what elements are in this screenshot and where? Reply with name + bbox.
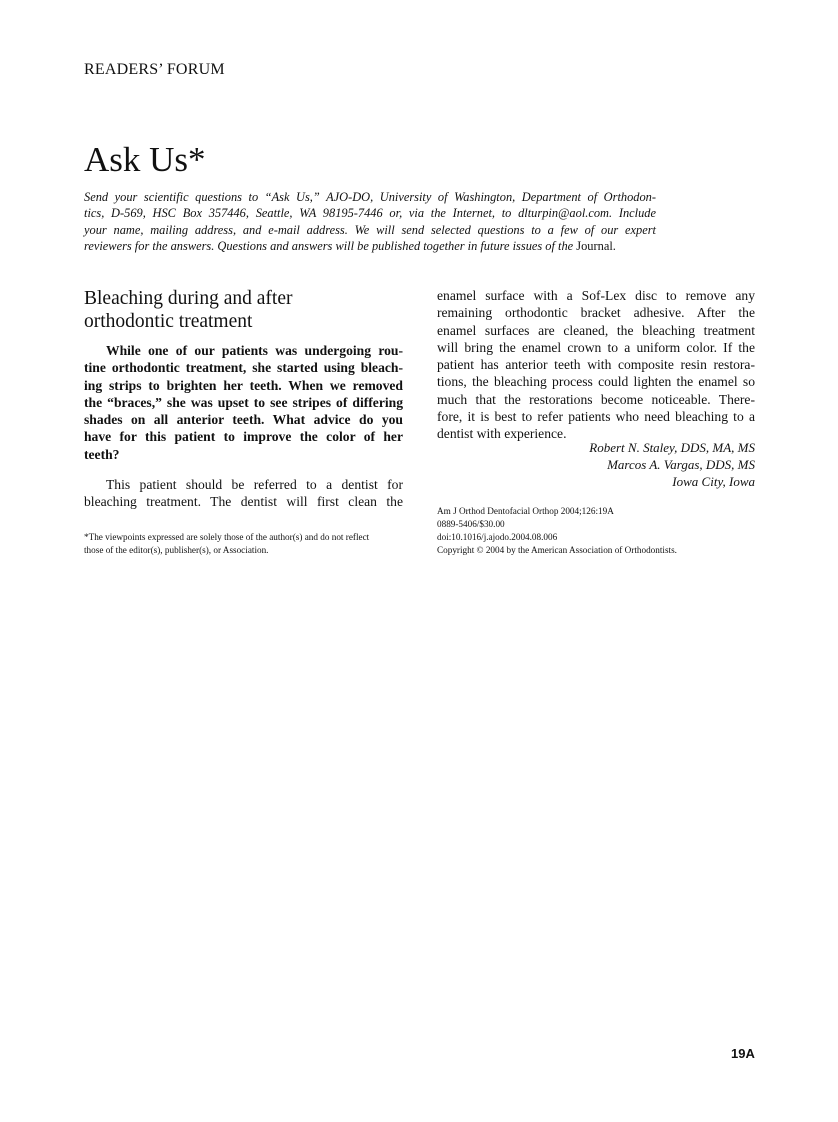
answer-line: patient has anterior teeth with composite resin restora- xyxy=(437,357,755,373)
answer-line: This patient should be referred to a dentist for xyxy=(106,477,403,492)
article-heading-line: Bleaching during and after xyxy=(84,288,293,309)
answer-line: will bring the enamel crown to a uniform color. If the xyxy=(437,339,755,355)
author-location: Iowa City, Iowa xyxy=(672,473,755,489)
footnote-line: *The viewpoints expressed are solely those of the author(s) and do not reflect xyxy=(84,532,370,542)
section-label: READERS’ FORUM xyxy=(84,61,225,78)
answer-paragraph-right xyxy=(437,287,755,443)
answer-line: enamel surface with a Sof-Lex disc to remove any xyxy=(437,288,755,303)
intro-paragraph xyxy=(84,189,656,254)
question-line: While one of our patients was undergoing rou- xyxy=(106,343,403,358)
page-number: 19A xyxy=(731,1046,755,1061)
question-line: shades on all anterior teeth. What advice do you xyxy=(84,412,403,428)
answer-paragraph-left xyxy=(84,476,403,511)
question-line: tine orthodontic treatment, she started using bleach- xyxy=(84,360,403,376)
answer-line: tions, the bleaching process could lighten the enamel so xyxy=(437,374,755,390)
question-line: have for this patient to improve the color of her xyxy=(84,429,403,445)
question-line: ing strips to brighten her teeth. When we removed xyxy=(84,377,403,393)
intro-line: tics, D-569, HSC Box 357446, Seattle, WA 98195-7446 or, via the Internet, to dlturpin@aol.com. Include xyxy=(84,206,656,221)
answer-line: dentist with experience. xyxy=(437,426,567,442)
footnote xyxy=(84,531,404,557)
author-name: Robert N. Staley, DDS, MA, MS xyxy=(589,440,755,455)
question-line: the “braces,” she was upset to see stripes of differing xyxy=(84,394,403,410)
author-name: Marcos A. Vargas, DDS, MS xyxy=(607,456,755,472)
journal-word: Journal. xyxy=(573,238,616,253)
citation-issn: 0889-5406/$30.00 xyxy=(437,519,505,529)
answer-line: bleaching treatment. The dentist will first clean the xyxy=(84,494,403,510)
question-line: teeth? xyxy=(84,446,120,462)
answer-line: enamel surfaces are cleaned, the bleaching treatment xyxy=(437,322,755,338)
article-heading xyxy=(84,287,292,333)
intro-line-text: reviewers for the answers. Questions and answers will be published together in future issues of the xyxy=(84,238,574,253)
page-title: Ask Us* xyxy=(84,140,206,179)
question-paragraph xyxy=(84,342,403,463)
answer-line: remaining orthodontic bracket adhesive. After the xyxy=(437,305,755,321)
intro-line: your name, mailing address, and e-mail address. We will send selected questions to a few of our expert xyxy=(84,222,656,237)
answer-line: much that the restorations become noticeable. There- xyxy=(437,391,755,407)
answer-line: fore, it is best to refer patients who need bleaching to a xyxy=(437,409,755,425)
author-signature xyxy=(437,440,755,490)
citation-block xyxy=(437,505,677,557)
citation-doi: doi:10.1016/j.ajodo.2004.08.006 xyxy=(437,532,558,542)
citation-copyright: Copyright © 2004 by the American Association of Orthodontists. xyxy=(437,545,677,555)
citation-journal: Am J Orthod Dentofacial Orthop 2004;126:19A xyxy=(437,506,614,516)
intro-line: Send your scientific questions to “Ask Us,” AJO-DO, University of Washington, Department of Orthodon- xyxy=(84,190,656,204)
article-heading-line: orthodontic treatment xyxy=(84,311,253,332)
footnote-line: those of the editor(s), publisher(s), or Association. xyxy=(84,545,269,555)
intro-line xyxy=(84,238,656,254)
